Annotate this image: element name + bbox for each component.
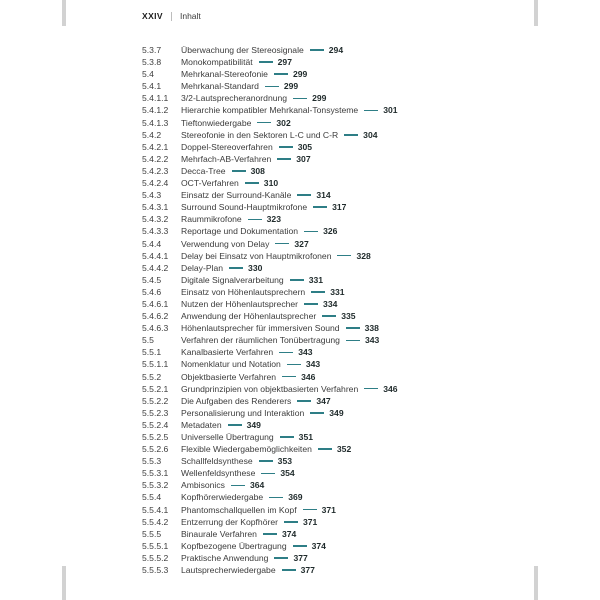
section-number: 5.3.7 xyxy=(142,45,162,55)
section-title: Mehrfach-AB-Verfahren xyxy=(181,153,272,164)
section-title: Raummikrofone xyxy=(181,214,242,225)
toc-dash xyxy=(228,424,242,426)
toc-entry xyxy=(142,383,550,395)
section-title: Die Aufgaben des Renderers xyxy=(181,395,292,406)
toc-dash xyxy=(293,98,307,100)
toc-dash xyxy=(297,194,311,196)
section-number: 5.4.2.3 xyxy=(142,165,169,176)
toc-dash xyxy=(313,206,327,208)
page-number: 354 xyxy=(280,468,295,479)
page-title: Inhalt xyxy=(179,11,201,21)
toc-dash xyxy=(282,569,296,571)
section-number: 5.5.3 xyxy=(142,456,162,467)
page-number: 301 xyxy=(383,105,398,116)
toc-dash xyxy=(303,509,317,511)
section-number: 5.4.4.2 xyxy=(142,262,169,273)
section-number: 5.4.4.1 xyxy=(142,250,169,261)
toc-dash xyxy=(304,303,318,305)
toc-dash xyxy=(346,327,360,329)
section-number: 5.4.3.2 xyxy=(142,214,169,225)
toc-dash xyxy=(263,533,277,535)
toc-dash xyxy=(279,146,293,148)
page-number: 352 xyxy=(336,444,352,455)
toc-dash xyxy=(274,73,288,75)
section-title: Grundprinzipien von objektbasierten Verfahren xyxy=(181,383,359,394)
section-title: Kopfhörerwiedergabe xyxy=(181,492,264,503)
page-number: 364 xyxy=(249,480,265,491)
section-title: OCT-Verfahren xyxy=(181,178,239,189)
section-number: 5.5.5.1 xyxy=(142,540,169,551)
page-number: 369 xyxy=(288,492,303,503)
section-number: 5.5.2.1 xyxy=(142,383,169,394)
section-title: Kanalbasierte Verfahren xyxy=(181,347,274,358)
page-number: 330 xyxy=(248,262,263,273)
toc-dash xyxy=(290,279,304,281)
toc-entry xyxy=(142,104,550,116)
section-number: 5.5.3.2 xyxy=(142,480,169,491)
toc-dash xyxy=(364,110,378,112)
page-number: 377 xyxy=(300,565,315,576)
section-number: 5.4.1 xyxy=(142,81,162,92)
toc-entry xyxy=(142,80,550,92)
page-number: 346 xyxy=(301,371,316,382)
toc-entry xyxy=(142,213,550,225)
section-title: Hierarchie kompatibler Mehrkanal-Tonsysteme xyxy=(181,105,359,116)
toc-entry xyxy=(142,68,550,80)
section-number: 5.4.6.3 xyxy=(142,323,169,334)
page-edge-artifact xyxy=(62,566,66,600)
toc-dash xyxy=(310,412,324,414)
section-title: Schallfeldsynthese xyxy=(181,456,253,467)
section-title: Digitale Signalverarbeitung xyxy=(181,274,284,285)
section-number: 5.4.6.2 xyxy=(142,311,169,322)
page-number: 317 xyxy=(332,202,347,213)
section-number: 5.5.5.3 xyxy=(142,565,169,576)
section-title: Flexible Wiedergabemöglichkeiten xyxy=(181,444,312,455)
section-title: Metadaten xyxy=(181,419,222,430)
toc-entry xyxy=(142,141,550,153)
page-number: 328 xyxy=(356,250,371,261)
section-number: 5.3.8 xyxy=(142,57,162,68)
section-number: 5.5.2 xyxy=(142,371,162,382)
toc-entry xyxy=(142,238,550,250)
toc-entry xyxy=(142,516,550,528)
page-number: 326 xyxy=(323,226,338,237)
toc-dash xyxy=(344,134,358,136)
toc-dash xyxy=(229,267,243,269)
toc-entry xyxy=(142,346,550,358)
toc-dash xyxy=(269,497,283,499)
page-number: 374 xyxy=(311,540,326,551)
section-title: Stereofonie in den Sektoren L-C und C-R xyxy=(181,129,339,140)
page-number: 310 xyxy=(263,178,279,189)
page-number: 343 xyxy=(298,347,313,358)
section-title: Entzerrung der Kopfhörer xyxy=(181,516,278,527)
toc-entry xyxy=(142,201,550,213)
section-number: 5.4.1.1 xyxy=(142,93,169,104)
section-number: 5.5.2.3 xyxy=(142,407,169,418)
page-number: 377 xyxy=(293,552,308,563)
page-number-label: XXIV xyxy=(142,11,163,21)
section-title: Surround Sound-Hauptmikrofone xyxy=(181,202,308,213)
section-number: 5.5.5.2 xyxy=(142,552,169,563)
toc-dash xyxy=(282,376,296,378)
toc-dash xyxy=(287,364,301,366)
toc-entry xyxy=(142,479,550,491)
section-number: 5.4.6 xyxy=(142,286,162,297)
section-number: 5.5.2.4 xyxy=(142,419,169,430)
section-title: Anwendung der Höhenlautsprecher xyxy=(181,311,317,322)
toc-dash xyxy=(284,521,298,523)
page-number: 305 xyxy=(297,141,313,152)
section-number: 5.5.2.6 xyxy=(142,444,169,455)
section-number: 5.4.2.4 xyxy=(142,178,169,189)
section-number: 5.4.3.3 xyxy=(142,226,169,237)
toc-dash xyxy=(259,61,273,63)
section-title: Delay-Plan xyxy=(181,262,224,273)
toc-entry xyxy=(142,540,550,552)
page-number: 297 xyxy=(277,57,292,68)
page-number: 307 xyxy=(296,153,311,164)
section-title: Einsatz der Surround-Kanäle xyxy=(181,190,292,201)
toc-dash xyxy=(293,545,307,547)
toc-entry xyxy=(142,44,550,56)
toc-entry xyxy=(142,334,550,346)
toc-entry xyxy=(142,552,550,564)
header-divider xyxy=(171,12,172,21)
section-number: 5.5.4 xyxy=(142,492,162,503)
section-number: 5.4.5 xyxy=(142,274,162,285)
section-title: Monokompatibilität xyxy=(181,57,253,68)
toc-entry xyxy=(142,467,550,479)
section-title: Tieftonwiedergabe xyxy=(181,117,252,128)
section-number: 5.5.3.1 xyxy=(142,468,169,479)
section-title: Decca-Tree xyxy=(181,165,226,176)
toc-entry xyxy=(142,358,550,370)
section-number: 5.5.1.1 xyxy=(142,359,169,370)
toc-entry xyxy=(142,407,550,419)
section-title: Verwendung von Delay xyxy=(181,238,270,249)
page-number: 308 xyxy=(250,165,265,176)
toc-dash xyxy=(311,291,325,293)
page-number: 331 xyxy=(330,286,345,297)
section-number: 5.4.3.1 xyxy=(142,202,169,213)
toc-dash xyxy=(322,315,336,317)
toc-dash xyxy=(280,436,294,438)
section-number: 5.4.2.1 xyxy=(142,141,169,152)
page-number: 371 xyxy=(321,504,336,515)
toc-entry xyxy=(142,504,550,516)
toc-dash xyxy=(275,243,289,245)
toc-dash xyxy=(364,388,378,390)
toc-dash xyxy=(261,473,275,475)
toc-entry xyxy=(142,310,550,322)
section-number: 5.4.1.2 xyxy=(142,105,169,116)
page-number: 349 xyxy=(329,407,344,418)
toc-dash xyxy=(304,231,318,233)
page-number: 353 xyxy=(277,456,293,467)
toc-entry xyxy=(142,395,550,407)
toc-entry xyxy=(142,455,550,467)
page-number: 351 xyxy=(298,432,314,442)
toc-dash xyxy=(279,352,293,354)
toc-dash xyxy=(248,219,262,221)
section-title: Praktische Anwendung xyxy=(181,552,269,563)
toc-entry xyxy=(142,286,550,298)
section-number: 5.4 xyxy=(142,69,154,80)
section-title: Mehrkanal-Standard xyxy=(181,81,259,92)
toc-dash xyxy=(277,158,291,160)
toc-entry xyxy=(142,298,550,310)
toc-entry xyxy=(142,443,550,455)
page-number: 299 xyxy=(312,93,327,104)
section-number: 5.4.6.1 xyxy=(142,298,169,309)
page-number: 302 xyxy=(276,117,291,128)
toc-entry xyxy=(142,129,550,141)
section-number: 5.4.2 xyxy=(142,129,162,140)
section-number: 5.5.1 xyxy=(142,347,162,358)
page-number: 343 xyxy=(364,335,380,346)
page-number: 331 xyxy=(308,274,324,285)
toc-entry xyxy=(142,491,550,503)
section-title: Lautsprecherwiedergabe xyxy=(181,565,276,576)
section-number: 5.5.2.2 xyxy=(142,395,169,406)
section-title: Höhenlautsprecher für immersiven Sound xyxy=(181,323,340,334)
toc-dash xyxy=(337,255,351,257)
toc-entry xyxy=(142,250,550,262)
section-title: Objektbasierte Verfahren xyxy=(181,371,277,382)
section-title: Binaurale Verfahren xyxy=(181,528,257,539)
section-title: Kopfbezogene Übertragung xyxy=(181,540,287,551)
page-number: 349 xyxy=(246,419,261,430)
toc-entry xyxy=(142,153,550,165)
toc-entry xyxy=(142,225,550,237)
page-number: 294 xyxy=(328,45,344,55)
page-number: 374 xyxy=(281,528,297,539)
toc-dash xyxy=(259,460,273,462)
section-title: 3/2-Lautsprecheranordnung xyxy=(181,93,288,104)
toc-entry xyxy=(142,189,550,201)
page-number: 338 xyxy=(364,323,379,334)
toc-dash xyxy=(257,122,271,124)
page-edge-artifact xyxy=(62,0,66,26)
running-head xyxy=(142,11,201,21)
toc-entry xyxy=(142,56,550,68)
toc-entry xyxy=(142,371,550,383)
section-number: 5.4.4 xyxy=(142,238,162,249)
section-title: Reportage und Dokumentation xyxy=(181,226,299,237)
toc-dash xyxy=(245,182,259,184)
section-number: 5.5 xyxy=(142,335,154,346)
section-title: Phantomschallquellen im Kopf xyxy=(181,504,297,515)
toc-entry xyxy=(142,177,550,189)
page-number: 299 xyxy=(283,81,299,92)
page-number: 347 xyxy=(316,395,331,406)
section-number: 5.4.3 xyxy=(142,190,162,201)
toc-dash xyxy=(346,340,360,342)
page-number: 314 xyxy=(316,190,331,201)
section-number: 5.5.4.2 xyxy=(142,516,169,527)
page-number: 304 xyxy=(363,129,378,140)
toc-dash xyxy=(274,557,288,559)
section-number: 5.4.2.2 xyxy=(142,153,169,164)
toc-entry xyxy=(142,165,550,177)
page-number: 323 xyxy=(266,214,281,225)
section-title: Einsatz von Höhenlautsprechern xyxy=(181,286,306,297)
section-title: Verfahren der räumlichen Tonübertragung xyxy=(181,335,340,346)
page-number: 327 xyxy=(294,238,309,249)
toc-entry xyxy=(142,322,550,334)
toc-entry xyxy=(142,564,550,576)
section-title: Universelle Übertragung xyxy=(181,432,274,442)
toc-entry xyxy=(142,117,550,129)
section-title: Ambisonics xyxy=(181,480,225,491)
page-number: 299 xyxy=(292,69,308,80)
page-number: 346 xyxy=(383,383,398,394)
section-title: Nomenklatur und Notation xyxy=(181,359,281,370)
section-title: Personalisierung und Interaktion xyxy=(181,407,305,418)
section-number: 5.5.4.1 xyxy=(142,504,169,515)
section-title: Delay bei Einsatz von Hauptmikrofonen xyxy=(181,250,332,261)
page-number: 334 xyxy=(323,298,338,309)
toc-entry xyxy=(142,528,550,540)
toc-entry xyxy=(142,274,550,286)
section-number: 5.4.1.3 xyxy=(142,117,169,128)
toc-dash xyxy=(318,448,332,450)
toc-entry xyxy=(142,92,550,104)
page-number: 343 xyxy=(305,359,321,370)
page-edge-artifact xyxy=(534,0,538,26)
page-number: 371 xyxy=(302,516,318,527)
section-title: Überwachung der Stereosignale xyxy=(181,45,304,55)
section-title: Wellenfeldsynthese xyxy=(181,468,256,479)
toc-entry xyxy=(142,431,550,443)
section-title: Doppel-Stereoverfahren xyxy=(181,141,273,152)
toc-entry xyxy=(142,419,550,431)
toc-dash xyxy=(310,49,324,51)
toc-list xyxy=(142,44,550,576)
section-title: Mehrkanal-Stereofonie xyxy=(181,69,268,80)
page-number: 335 xyxy=(341,311,356,322)
toc-dash xyxy=(297,400,311,402)
section-number: 5.5.5 xyxy=(142,528,162,539)
section-title: Nutzen der Höhenlautsprecher xyxy=(181,298,299,309)
toc-dash xyxy=(232,170,246,172)
toc-entry xyxy=(142,262,550,274)
toc-dash xyxy=(265,86,279,88)
toc-dash xyxy=(231,485,245,487)
section-number: 5.5.2.5 xyxy=(142,432,169,442)
